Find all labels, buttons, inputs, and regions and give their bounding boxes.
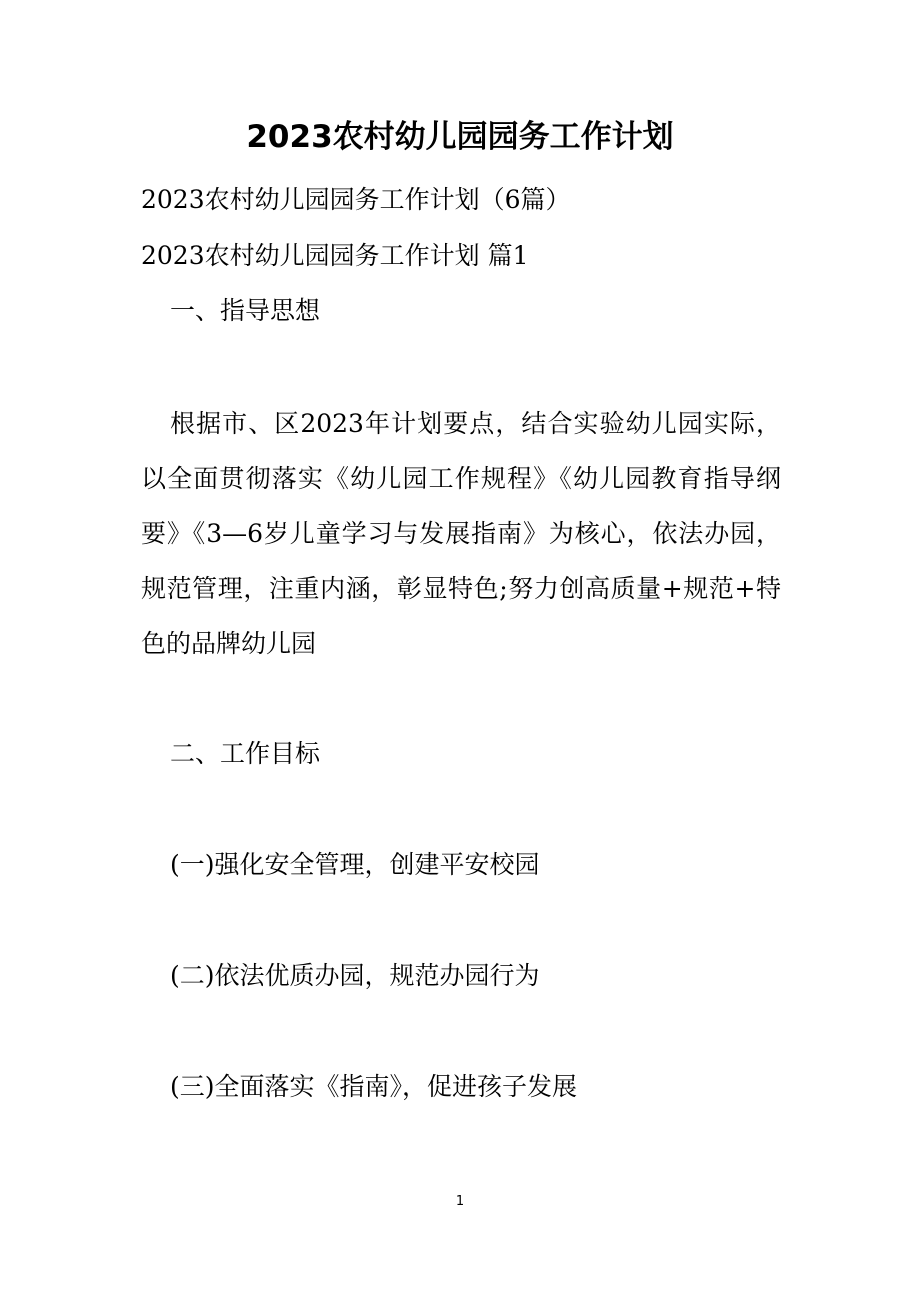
heading-guiding-ideology: 一、指导思想 (170, 296, 321, 325)
paragraph-guiding-ideology: 根据市、区2023年计划要点，结合实验幼儿园实际，以全面贯彻落实《幼儿园工作规程》《幼儿园教育指导纲要》《3—6岁儿童学习与发展指南》为核心，依法办园，规范管理，注重内涵，彰显特色;努力创高质量+规范+特色的品牌幼儿园 (141, 409, 781, 658)
document-subtitle: 2023农村幼儿园园务工作计划（6篇） (141, 185, 571, 214)
section-heading: 2023农村幼儿园园务工作计划 篇1 (141, 241, 529, 270)
goal-item-1: (一)强化安全管理，创建平安校园 (170, 850, 540, 879)
document-title: 2023农村幼儿园园务工作计划 (246, 119, 674, 155)
heading-work-goals: 二、工作目标 (170, 739, 321, 768)
goal-item-3: (三)全面落实《指南》，促进孩子发展 (170, 1072, 578, 1101)
page-number: 1 (455, 1194, 465, 1209)
goal-item-2: (二)依法优质办园，规范办园行为 (170, 961, 540, 990)
